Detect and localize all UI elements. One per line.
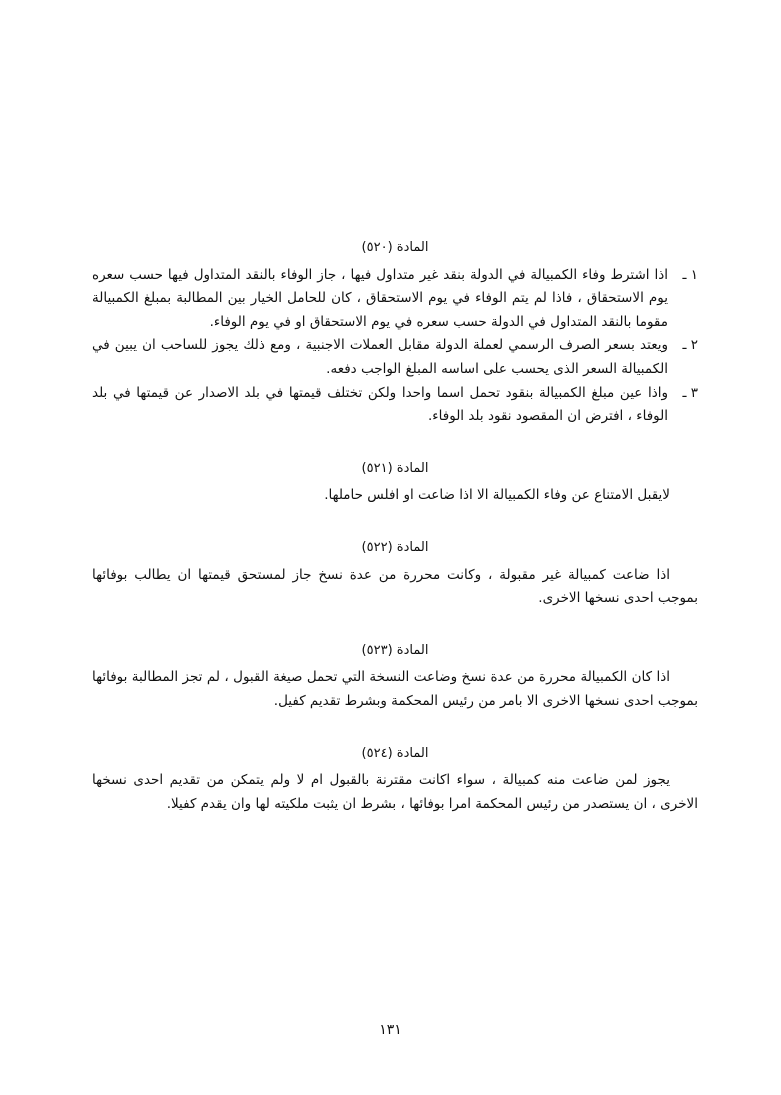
article-item: [92, 382, 698, 429]
article-heading: المادة (٥٢١): [361, 460, 429, 476]
article-paragraph: يجوز لمن ضاعت منه كمبيالة ، سواء اكانت مقترنة بالقبول ام لا ولم يتمكن من تقديم احدى نسخها الاخرى ، ان يستصدر من رئيس المحكمة امرا بوفائها ، بشرط ان يثبت ملكيته لها وان يقدم كفيلا.: [92, 772, 698, 812]
article-522: [92, 536, 698, 611]
article-paragraph: اذا ضاعت كمبيالة غير مقبولة ، وكانت محررة من عدة نسخ جاز لمستحق قيمتها ان يطالب بوفائها بموجب احدى نسخها الاخرى.: [92, 566, 698, 607]
item-text: واذا عين مبلغ الكمبيالة بنقود تحمل اسما واحدا ولكن تختلف قيمتها في بلد الاصدار عن قيمتها في بلد الوفاء ، افترض ان المقصود نقود بلد الوفاء.: [92, 384, 668, 425]
article-521: [92, 457, 698, 508]
article-item: [92, 264, 698, 335]
document-body: [92, 236, 698, 844]
article-paragraph: اذا كان الكمبيالة محررة من عدة نسخ وضاعت النسخة التي تحمل صيغة القبول ، لم تجز المطالبة بوفائها بموجب احدى نسخها الاخرى الا بامر من رئيس المحكمة وبشرط تقديم كفيل.: [92, 669, 698, 709]
article-item: [92, 334, 698, 381]
article-heading: المادة (٥٢٢): [361, 539, 429, 555]
item-number: ٣ ـ: [682, 384, 698, 401]
article-heading: المادة (٥٢٠): [361, 240, 429, 255]
item-number: ٢ ـ: [682, 337, 698, 354]
item-text: اذا اشترط وفاء الكمبيالة في الدولة بنقد غير متداول فيها ، جاز الوفاء بالنقد المتداول فيها حسب سعره يوم الاستحقاق ، فاذا لم يتم الوفاء في يوم الاستحقاق ، كان للحامل الخيار بين المطالبة بمبلغ الكمبيالة مقوما بالنقد المتداول في الدولة حسب سعره في يوم الاستحقاق او في يوم الوفاء.: [92, 266, 668, 330]
article-520: [92, 236, 698, 429]
article-heading: المادة (٥٢٣): [361, 642, 429, 658]
article-heading: المادة (٥٢٤): [361, 745, 429, 761]
article-paragraph: لايقبل الامتناع عن وفاء الكمبيالة الا اذا ضاعت او افلس حاملها.: [324, 487, 670, 504]
article-523: [92, 639, 698, 714]
page-number: ١٣١: [379, 1022, 402, 1038]
article-524: [92, 742, 698, 817]
item-number: ١ ـ: [682, 266, 698, 283]
item-text: ويعتد بسعر الصرف الرسمي لعملة الدولة مقابل العملات الاجنبية ، ومع ذلك يجوز للساحب ان يبين في الكمبيالة السعر الذى يحسب على اساسه المبلغ الواجب دفعه.: [92, 337, 668, 377]
